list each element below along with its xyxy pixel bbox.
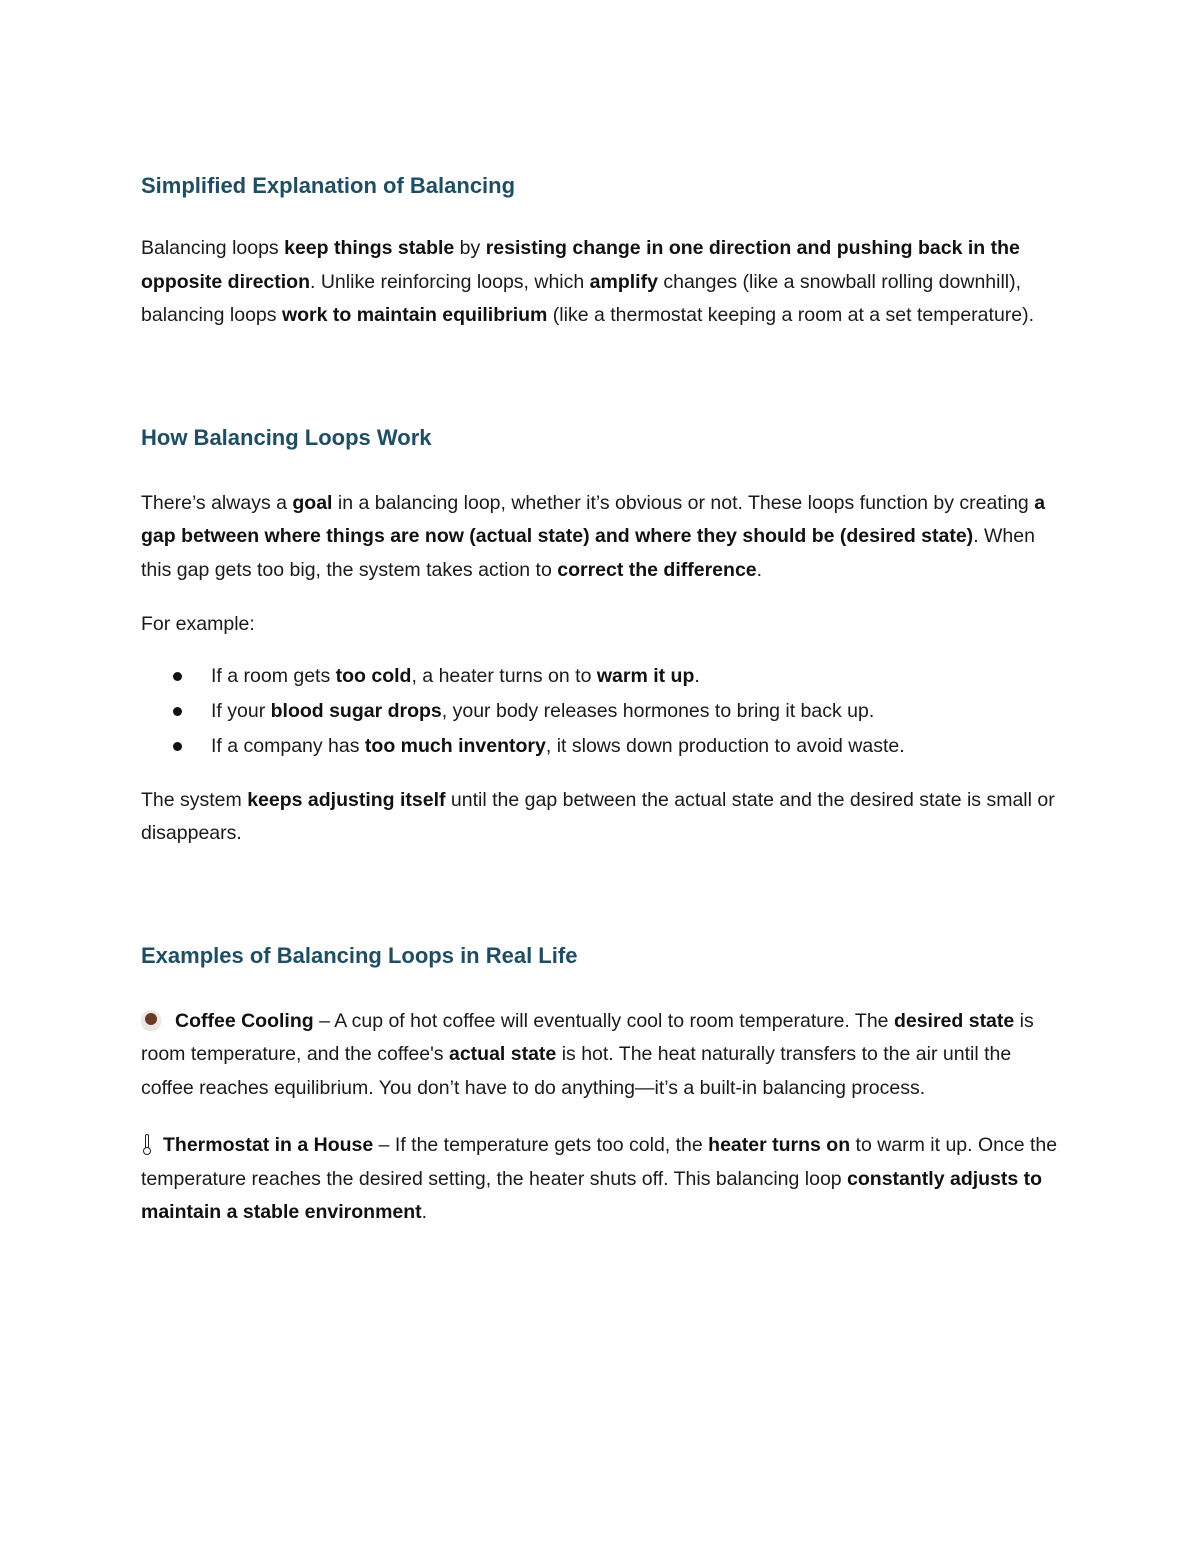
- bullet-icon: [173, 742, 182, 751]
- text-span: in a balancing loop, whether it’s obvious or not. These loops function by creating: [332, 491, 1035, 514]
- text-span: If your: [211, 699, 271, 722]
- bold-span: goal: [292, 491, 333, 514]
- text-span: If a company has: [211, 734, 365, 757]
- bold-span: keeps adjusting itself: [247, 788, 446, 811]
- paragraph-system-adjusting: [141, 784, 1061, 851]
- list-item: [211, 694, 1061, 729]
- text-span: There’s always a: [141, 491, 293, 514]
- paragraph-coffee-cooling: [141, 1005, 1061, 1106]
- text-span: .: [694, 664, 700, 687]
- bold-span: correct the difference: [557, 558, 757, 581]
- text-span: – A cup of hot coffee will eventually cool to room temperature. The: [313, 1009, 894, 1032]
- bold-span: Coffee Cooling: [175, 1009, 314, 1032]
- paragraph-thermostat: [141, 1129, 1061, 1230]
- text-span: , your body releases hormones to bring it back up.: [441, 699, 875, 722]
- document-page: [141, 170, 1061, 1230]
- paragraph-for-example: For example:: [141, 613, 255, 635]
- bold-span: desired state: [893, 1009, 1015, 1032]
- text-span: If a room gets: [211, 664, 336, 687]
- coffee-icon: [141, 1010, 161, 1030]
- text-span: changes (like a snowball rolling downhill), balancing loops: [141, 270, 1022, 326]
- bold-span: Thermostat in a House: [163, 1134, 374, 1156]
- bold-span: actual state: [448, 1043, 557, 1065]
- bold-span: resisting change in one direction and pushing back in the opposite direction: [141, 237, 1020, 293]
- bullet-icon: [173, 672, 182, 681]
- list-item: [211, 659, 1061, 694]
- section-heading-simplified-explanation: Simplified Explanation of Balancing: [141, 173, 516, 198]
- section-heading-real-life-examples: Examples of Balancing Loops in Real Life: [141, 942, 578, 968]
- text-span: . Unlike reinforcing loops, which: [310, 270, 590, 293]
- text-span: . When this gap gets too big, the system takes action to: [141, 525, 1035, 581]
- section-heading-how-loops-work: How Balancing Loops Work: [141, 424, 432, 450]
- bold-span: amplify: [589, 270, 658, 293]
- bold-span: work to maintain equilibrium: [281, 304, 548, 326]
- bold-span: blood sugar drops: [270, 699, 442, 722]
- bold-span: constantly adjusts to maintain a stable environment: [141, 1167, 1043, 1223]
- bullet-icon: [173, 707, 182, 716]
- text-span: is hot. The heat naturally transfers to the air until the coffee reaches equilibrium. You don’t have to do anything—it’s a built-in balancing process.: [141, 1043, 1012, 1099]
- text-span: , a heater turns on to: [411, 664, 597, 687]
- bold-span: heater turns on: [708, 1134, 851, 1156]
- text-span: by: [454, 237, 486, 259]
- thermometer-icon: [143, 1134, 151, 1154]
- text-span: is room temperature, and the coffee's: [141, 1009, 1034, 1065]
- bold-span: keep things stable: [284, 237, 455, 259]
- list-item: [211, 729, 1061, 764]
- text-span: – If the temperature gets too cold, the: [373, 1134, 709, 1156]
- example-bullet-list: [141, 659, 1061, 764]
- bold-span: too much inventory: [364, 734, 546, 757]
- paragraph-balancing-intro: [141, 232, 1061, 333]
- text-span: to warm it up. Once the temperature reaches the desired setting, the heater shuts off. This balancing loop: [141, 1134, 1058, 1190]
- bold-span: warm it up: [596, 664, 695, 687]
- bold-span: a gap between where things are now (actual state) and where they should be (desired state): [141, 491, 1046, 547]
- text-span: Balancing loops: [141, 237, 285, 259]
- text-span: The system: [141, 788, 248, 811]
- text-span: until the gap between the actual state and the desired state is small or disappears.: [141, 788, 1055, 844]
- text-span: (like a thermostat keeping a room at a set temperature).: [547, 304, 1035, 326]
- text-span: .: [421, 1201, 428, 1223]
- text-span: , it slows down production to avoid waste.: [545, 734, 905, 757]
- paragraph-goal-gap: [141, 487, 1061, 588]
- bold-span: too cold: [335, 664, 412, 687]
- text-span: .: [756, 558, 763, 581]
